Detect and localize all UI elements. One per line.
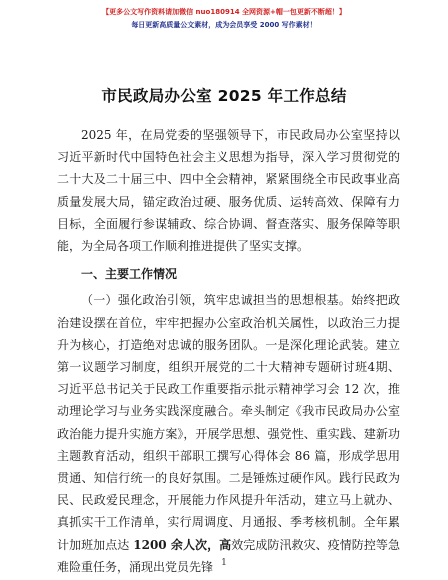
section-heading: 一、主要工作情况 [81,267,178,282]
paragraph-bold-text: 1200 余人次，高 [133,537,232,552]
promo-banner [0,6,448,32]
section-paragraph [57,289,400,578]
document-title: 市民政局办公室 2025 年工作总结 [101,87,347,105]
banner-line-1: 【更多公文写作资料请加微信 nuo180914 全网资源+帽一包更新不断超！】 [102,8,346,16]
banner-line-2: 每日更新高质量公文素材，成为会员享受 2000 写作素材！ [131,21,317,29]
paragraph-text-continued: 效完成防汛救灾、疫情防控等急难险重任务，涌现出党员先锋 [57,537,400,574]
page-number: 1 [221,558,227,568]
document-body [57,124,400,578]
intro-paragraph: 2025 年，在局党委的坚强领导下，市民政局办公室坚持以习近平新时代中国特色社会主义思想为指导，深入学习贯彻党的二十大及二十届三中、四中全会精神，紧紧围绕全市民政事业高质量发展大局，锚定政治过硬、服务优质、运转高效、保障有力目标，全面履行参谋辅政、综合协调、督查落实、服务保障等职能，为全局各项工作顺利推进提供了坚实支撑。 [57,128,400,254]
paragraph-text: （一）强化政治引领，筑牢忠诚担当的思想根基。始终把政治建设摆在首位，牢牢把握办公室政治机关属性，以政治三力提升为核心，打造绝对忠诚的服务团队。一是深化理论武装。建立第一议题学习制度，组织开展党的二十大精神专题研讨班4期、习近平总书记关于民政工作重要指示批示精神学习会 12 次，推动理论学习与业务实践深度融合。牵头制定《我市民政局办公室政治能力提升实施方案》，开展学思想、强党性、重实践、建新功主题教育活动，组织干部职工撰写心得体会 86 篇，形成学思用贯通、知信行统一的良好氛围。二是锤炼过硬作风。践行民政为民、民政爱民理念，开展能力作风提升年活动，建立马上就办、真抓实干工作清单，实行周调度、月通报、季考核机制。全年累计加班加点达 [57,293,400,552]
